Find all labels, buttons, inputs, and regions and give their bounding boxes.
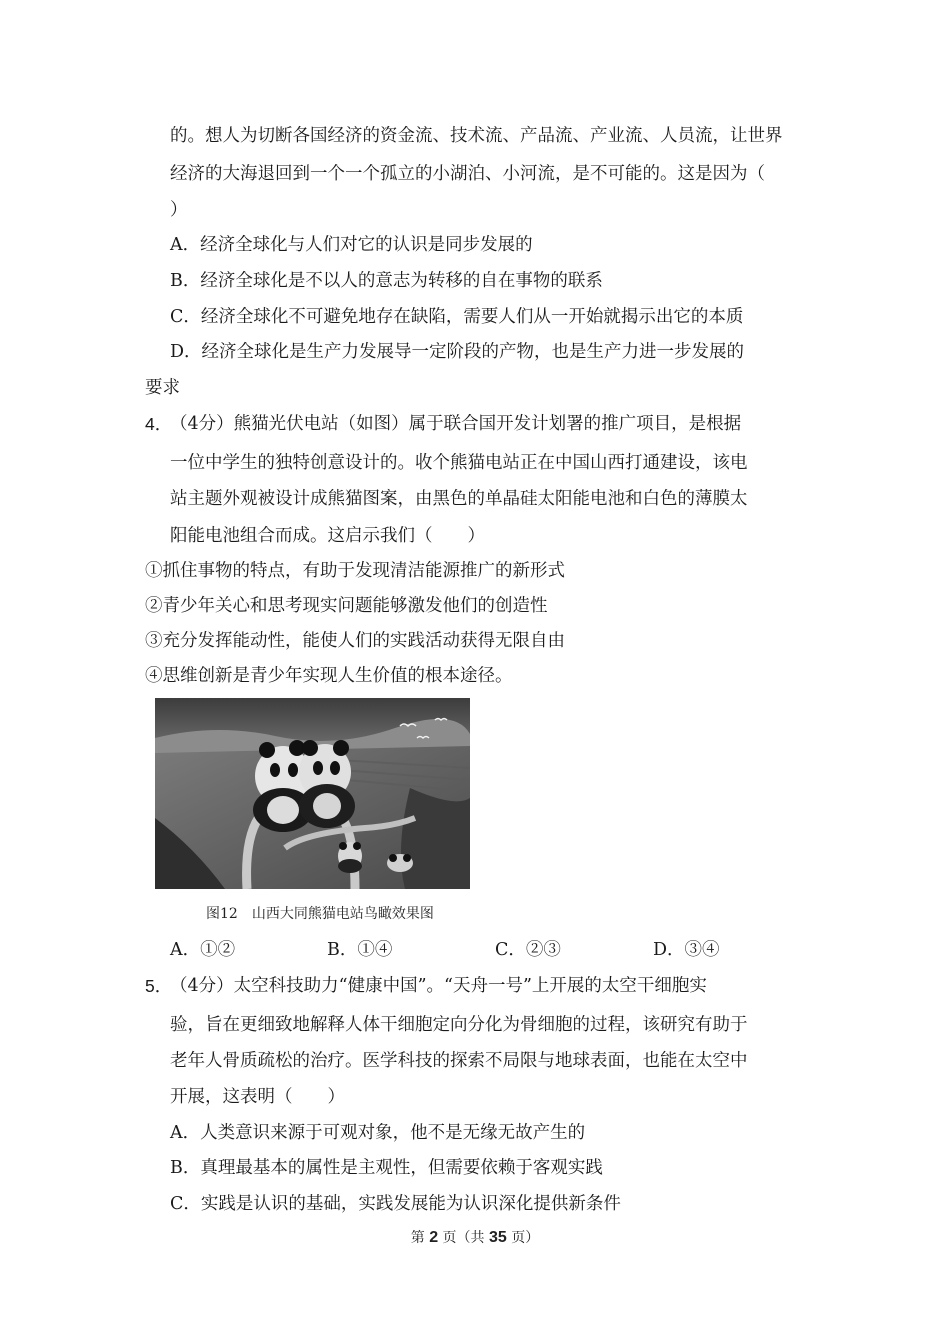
page-number: 2 (429, 1229, 439, 1246)
q5-line-3: 老年人骨质疏松的治疗。医学科技的探索不局限与地球表面，也能在太空中 (170, 1051, 748, 1071)
q3-line-1: 的。想人为切断各国经济的资金流、技术流、产品流、产业流、人员流，让世界 (170, 126, 783, 146)
q3-line-2: 经济的大海退回到一个一个孤立的小湖泊、小河流，是不可能的。这是因为（ (170, 164, 765, 184)
q4-option-d: D．③④ (653, 940, 720, 960)
q3-option-d: D．经济全球化是生产力发展导一定阶段的产物，也是生产力进一步发展的 (170, 342, 745, 362)
q5-line-1: （4分）太空科技助力“健康中国”。“天舟一号”上开展的太空干细胞实 (170, 976, 707, 996)
q4-line-3: 站主题外观被设计成熊猫图案，由黑色的单晶硅太阳能电池和白色的薄膜太 (170, 489, 748, 509)
q5-option-b: B．真理最基本的属性是主观性，但需要依赖于客观实践 (170, 1158, 603, 1178)
q3-option-b: B．经济全球化是不以人的意志为转移的自在事物的联系 (170, 271, 603, 291)
q5-option-a: A．人类意识来源于可观对象，他不是无缘无故产生的 (170, 1123, 586, 1143)
q4-statement-2: ②青少年关心和思考现实问题能够激发他们的创造性 (145, 596, 548, 616)
q4-line-4: 阳能电池组合而成。这启示我们（ ） (170, 526, 485, 546)
q4-option-a: A．①② (170, 940, 236, 960)
footer-mid: 页（共 (442, 1230, 485, 1246)
q3-line-3: ） (170, 200, 188, 220)
q4-statement-4: ④思维创新是青少年实现人生价值的根本途径。 (145, 666, 513, 686)
footer-prefix: 第 (410, 1230, 425, 1246)
panda-power-station-image (155, 698, 470, 889)
footer-suffix: 页） (511, 1230, 540, 1246)
q4-statement-1: ①抓住事物的特点，有助于发现清洁能源推广的新形式 (145, 561, 565, 581)
q5-line-4: 开展，这表明（ ） (170, 1087, 345, 1107)
q3-option-c: C．经济全球化不可避免地存在缺陷，需要人们从一开始就揭示出它的本质 (170, 307, 744, 327)
q4-line-1: （4分）熊猫光伏电站（如图）属于联合国开发计划署的推广项目，是根据 (170, 414, 742, 434)
q4-number: 4． (145, 414, 173, 434)
q5-option-c: C．实践是认识的基础，实践发展能为认识深化提供新条件 (170, 1194, 621, 1214)
q5-line-2: 验，旨在更细致地解释人体干细胞定向分化为骨细胞的过程，该研究有助于 (170, 1015, 748, 1035)
q4-statement-3: ③充分发挥能动性，能使人们的实践活动获得无限自由 (145, 631, 565, 651)
figure-caption: 图12 山西大同熊猫电站鸟瞰效果图 (206, 906, 434, 922)
page-footer (0, 1228, 950, 1248)
q4-option-b: B．①④ (327, 940, 393, 960)
q3-option-d-continued: 要求 (145, 378, 180, 398)
q3-option-a: A．经济全球化与人们对它的认识是同步发展的 (170, 235, 533, 255)
q4-line-2: 一位中学生的独特创意设计的。收个熊猫电站正在中国山西打通建设，该电 (170, 453, 748, 473)
q4-option-c: C．②③ (495, 940, 561, 960)
total-pages: 35 (489, 1229, 507, 1246)
q5-number: 5． (145, 976, 173, 996)
